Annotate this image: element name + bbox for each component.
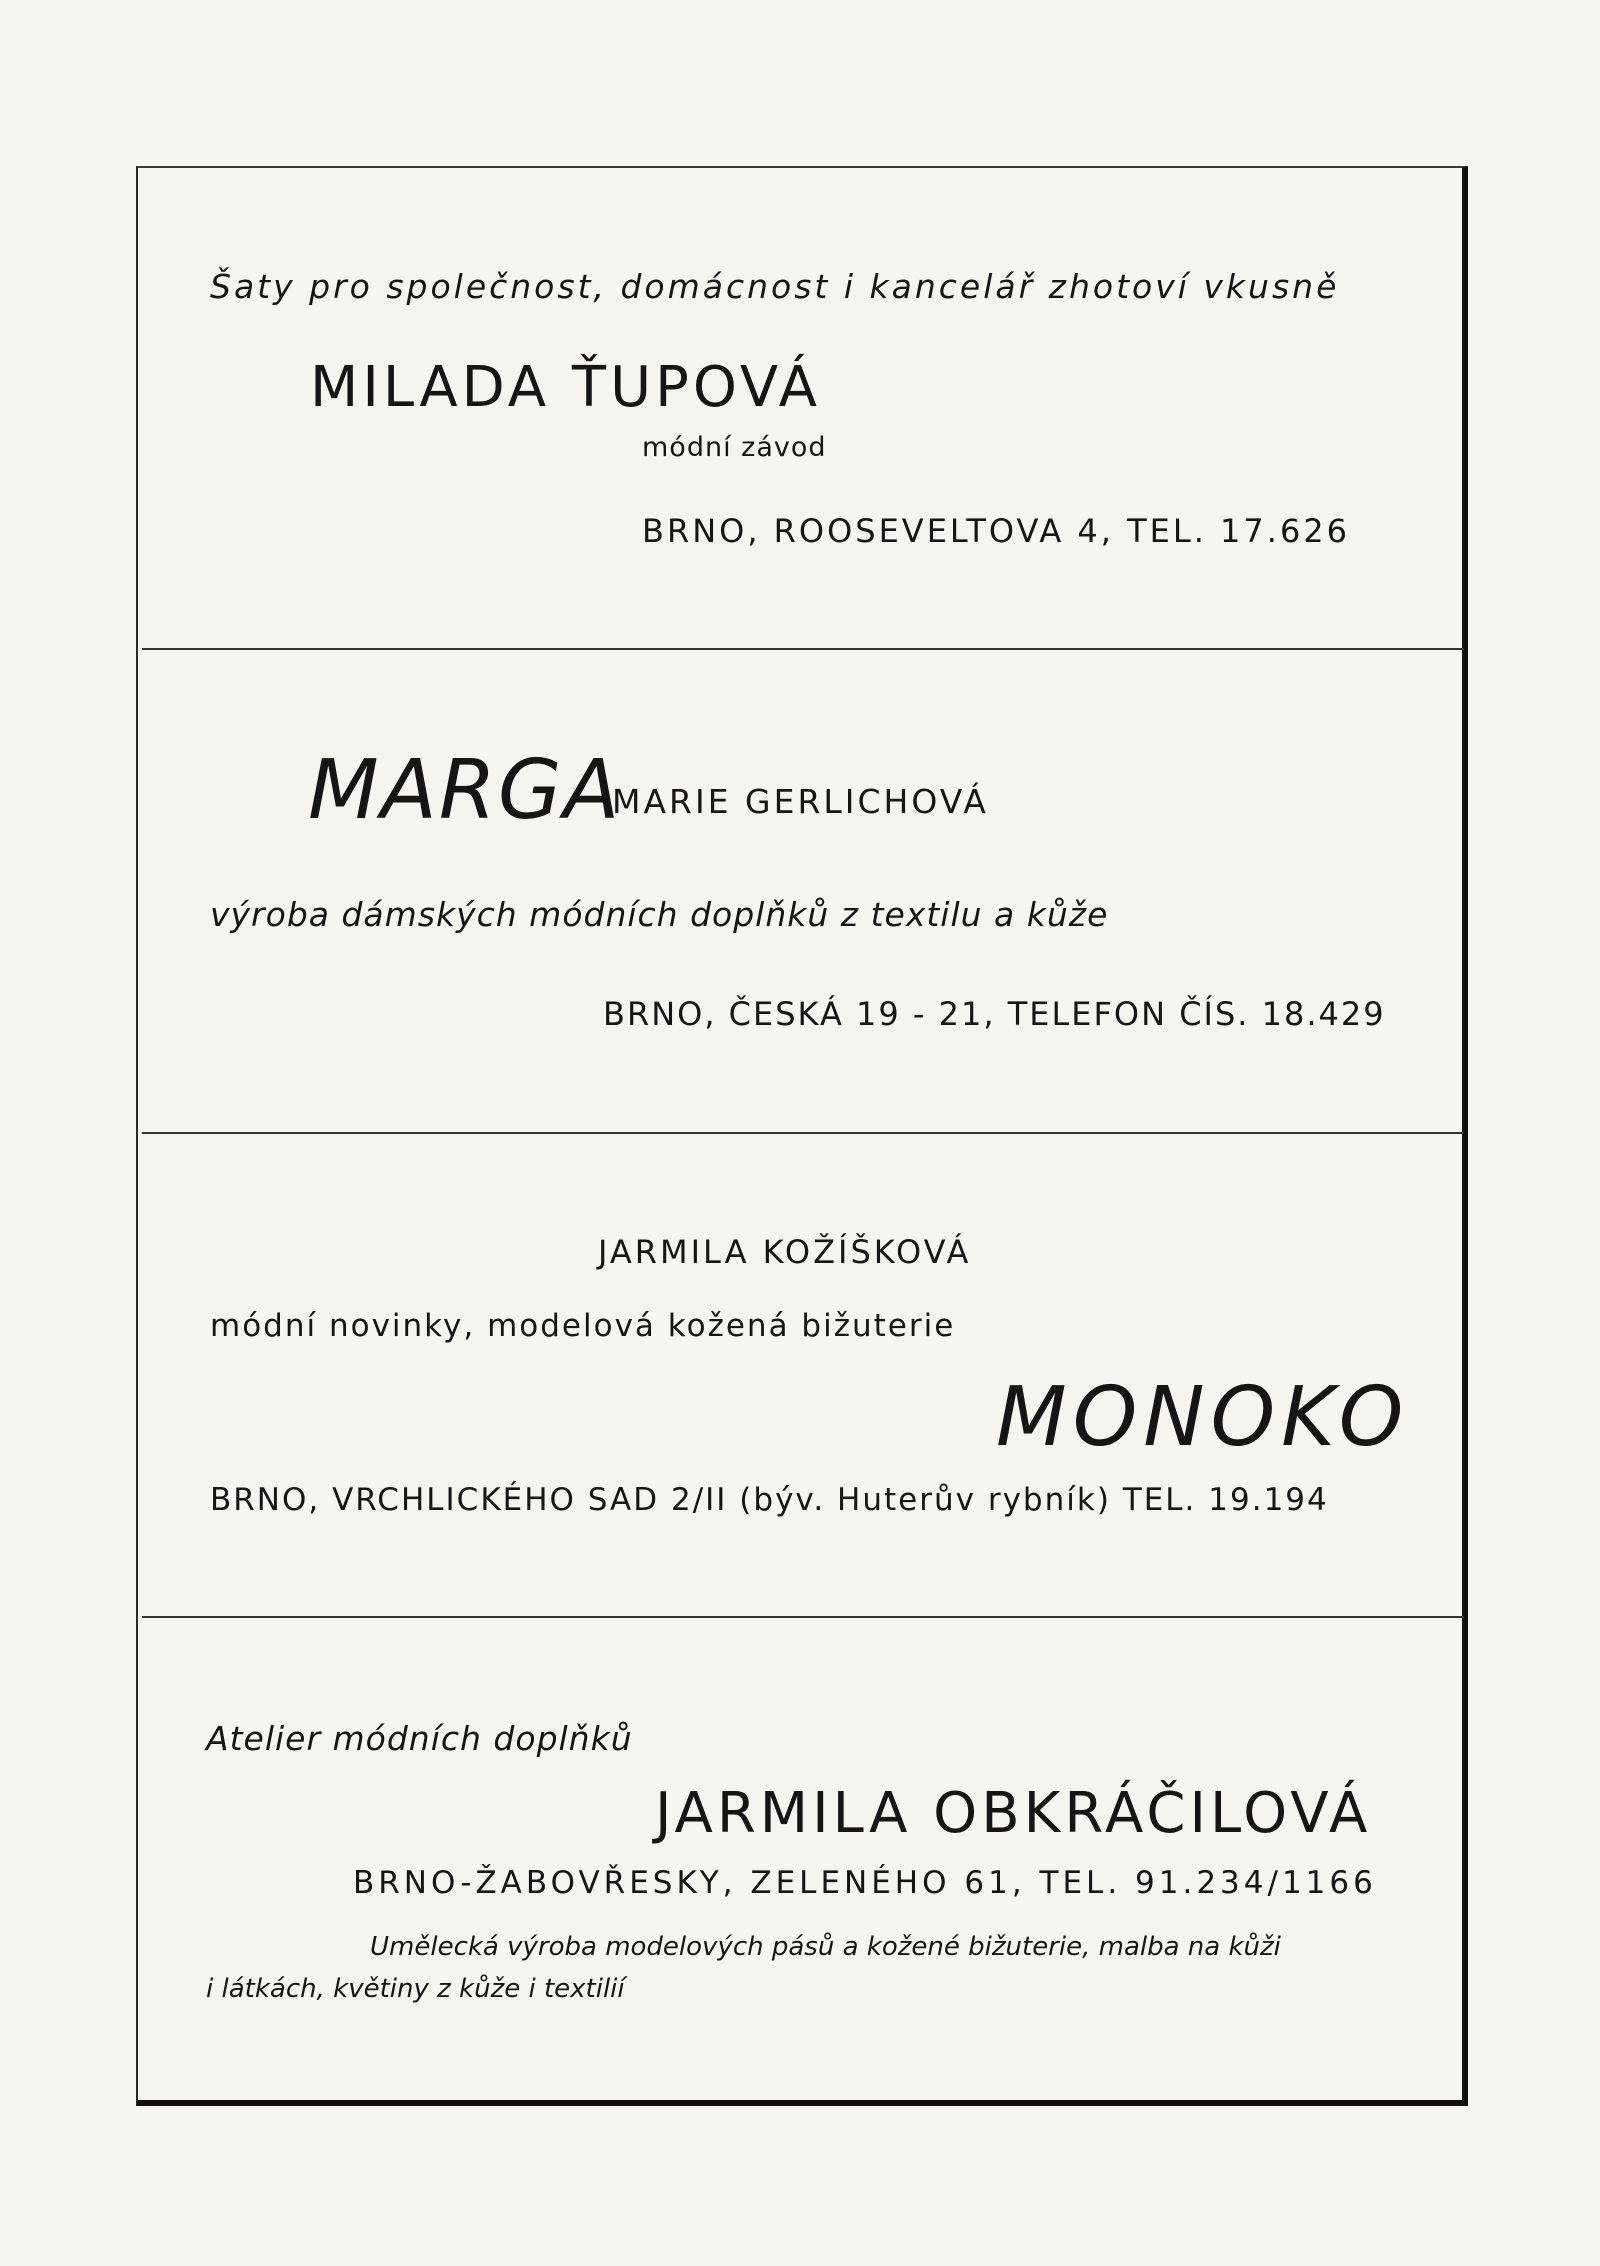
obkracilova-tagline: Atelier módních doplňků [206,1719,633,1758]
obkracilova-address: BRNO-ŽABOVŘESKY, ZELENÉHO 61, TEL. 91.234/1166 [353,1865,1377,1901]
tupova-subtitle: módní závod [642,432,827,463]
marga-description: výroba dámských módních doplňků z textilu a kůže [210,895,1109,934]
kozickova-description: módní novinky, modelová kožená bižuterie [210,1308,956,1344]
tupova-tagline: Šaty pro společnost, domácnost i kancelář zhotoví vkusně [210,267,1340,306]
divider-3 [142,1616,1464,1618]
obkracilova-name: JARMILA OBKRÁČILOVÁ [655,1781,1372,1846]
divider-2 [142,1132,1464,1134]
monoko-brand: MONOKO [996,1370,1410,1465]
marga-address: BRNO, ČESKÁ 19 - 21, TELEFON ČÍS. 18.429 [603,995,1386,1033]
marga-owner: MARIE GERLICHOVÁ [612,782,989,821]
divider-1 [142,648,1464,650]
kozickova-name: JARMILA KOŽÍŠKOVÁ [598,1233,972,1271]
tupova-address: BRNO, ROOSEVELTOVA 4, TEL. 17.626 [642,512,1351,550]
marga-brand: MARGA [308,743,622,838]
kozickova-address: BRNO, VRCHLICKÉHO SAD 2/II (býv. Huterův rybník) TEL. 19.194 [210,1482,1329,1518]
tupova-name: MILADA ŤUPOVÁ [310,355,821,420]
obkracilova-description-line2: i látkách, květiny z kůže i textilií [206,1974,625,2004]
obkracilova-description-line1: Umělecká výroba modelových pásů a kožené bižuterie, malba na kůži [370,1932,1281,1962]
